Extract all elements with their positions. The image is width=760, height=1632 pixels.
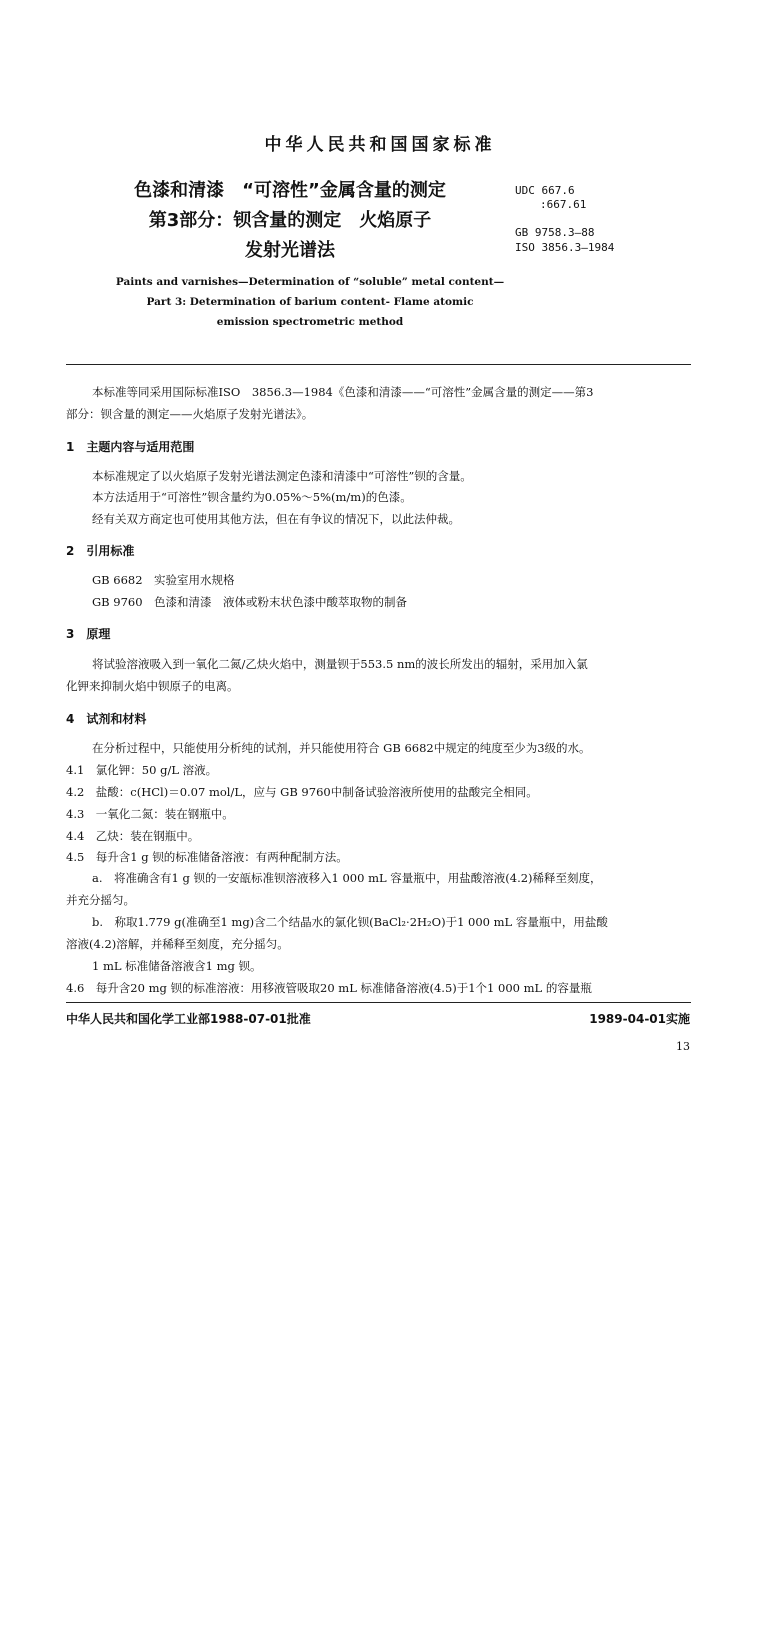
document-header: 中华人民共和国国家标准 (264, 135, 496, 155)
section-4-line-1: 在分析过程中，只能使用分析纯的试剂，并只能使用符合 GB 6682中规定的纯度至少为3级的水。 (92, 741, 591, 755)
section-3-heading: 3 原理 (66, 627, 111, 641)
section-4-line-11: 1 mL 标准储备溶液含1 mg 钡。 (92, 959, 262, 973)
section-4-line-3: 4.2 盐酸：c(HCl)＝0.07 mol/L，应与 GB 9760中制备试验溶液所使用的盐酸完全相同。 (66, 785, 538, 799)
title-en-line-3: emission spectrometric method (216, 316, 404, 328)
section-2-heading: 2 引用标准 (66, 544, 135, 558)
section-3-line-1: 将试验溶液吸入到一氧化二氮/乙炔火焰中，测量钡于553.5 nm的波长所发出的辐射，采用加入氯 (92, 657, 588, 671)
effective-date: 1989-04-01实施 (589, 1012, 690, 1026)
section-4-line-9: b. 称取1.779 g(准确至1 mg)含二个结晶水的氯化钡(BaCl₂·2H₂O)于1 000 mL 容量瓶中，用盐酸 (92, 915, 608, 929)
udc-code: UDC 667.6 (515, 184, 575, 197)
udc-subcode: :667.61 (540, 198, 587, 211)
section-4-line-4: 4.3 一氧化二氮：装在钢瓶中。 (66, 807, 234, 821)
page-number: 13 (676, 1040, 690, 1053)
section-4-line-12: 4.6 每升含20 mg 钡的标准溶液：用移液管吸取20 mL 标准储备溶液(4.5)于1个1 000 mL 的容量瓶 (66, 981, 592, 995)
section-4-line-6: 4.5 每升含1 g 钡的标准储备溶液：有两种配制方法。 (66, 850, 348, 864)
section-2-line-1: GB 6682 实验室用水规格 (92, 573, 235, 587)
footer-divider (66, 1002, 691, 1003)
section-4-line-10: 溶液(4.2)溶解，并稀释至刻度，充分摇匀。 (66, 937, 289, 951)
approval-info: 中华人民共和国化学工业部1988-07-01批准 (66, 1012, 311, 1026)
section-1-line-3: 经有关双方商定也可使用其他方法，但在有争议的情况下，以此法仲裁。 (92, 512, 460, 526)
section-2-line-2: GB 9760 色漆和清漆 液体或粉末状色漆中酸萃取物的制备 (92, 595, 408, 609)
section-4-line-5: 4.4 乙炔：装在钢瓶中。 (66, 829, 200, 843)
section-4-heading: 4 试剂和材料 (66, 712, 147, 726)
section-1-line-1: 本标准规定了以火焰原子发射光谱法测定色漆和清漆中“可溶性”钡的含量。 (92, 469, 472, 483)
section-1-heading: 1 主题内容与适用范围 (66, 440, 195, 454)
header-divider (66, 364, 691, 365)
iso-code: ISO 3856.3—1984 (515, 241, 615, 254)
section-4-line-8: 并充分摇匀。 (66, 893, 135, 907)
title-en-line-2: Part 3: Determination of barium content- Flame atomic (146, 296, 474, 308)
section-4-line-2: 4.1 氯化钾：50 g/L 溶液。 (66, 763, 218, 777)
title-zh-line-1: 色漆和清漆 “可溶性”金属含量的测定 (134, 180, 446, 201)
intro-line-2: 部分：钡含量的测定——火焰原子发射光谱法》。 (66, 407, 314, 421)
intro-line-1: 本标准等同采用国际标准ISO 3856.3—1984《色漆和清漆——“可溶性”金属含量的测定——第3 (92, 385, 594, 399)
title-zh-line-2: 第3部分：钡含量的测定 火焰原子 (148, 210, 432, 231)
section-3-line-2: 化钾来抑制火焰中钡原子的电离。 (66, 679, 239, 693)
title-en-line-1: Paints and varnishes—Determination of “soluble” metal content— (115, 276, 505, 288)
gb-code: GB 9758.3—88 (515, 226, 595, 239)
section-1-line-2: 本方法适用于“可溶性”钡含量约为0.05%～5%(m/m)的色漆。 (92, 490, 412, 504)
title-zh-line-3: 发射光谱法 (245, 240, 335, 261)
section-4-line-7: a. 将准确含有1 g 钡的一安瓿标准钡溶液移入1 000 mL 容量瓶中，用盐酸溶液(4.2)稀释至刻度， (92, 871, 602, 885)
